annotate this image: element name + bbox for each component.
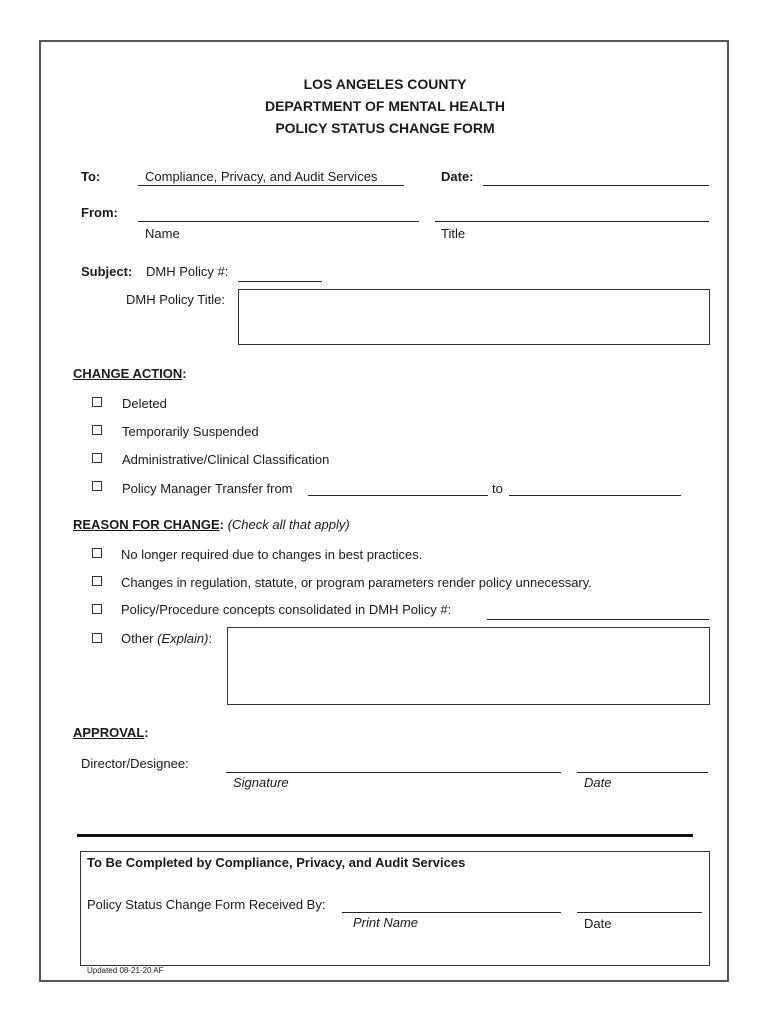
subject-label: Subject: — [81, 264, 133, 279]
date-field[interactable] — [483, 185, 709, 186]
reason-consolidated-checkbox[interactable] — [92, 604, 102, 614]
policy-number-label: DMH Policy #: — [146, 264, 229, 279]
change-action-heading: CHANGE ACTION: — [73, 366, 187, 381]
classification-checkbox[interactable] — [92, 453, 102, 463]
classification-label: Administrative/Clinical Classification — [122, 452, 330, 467]
compliance-heading: To Be Completed by Compliance, Privacy, and Audit Services — [87, 855, 466, 870]
header-county: LOS ANGELES COUNTY — [303, 76, 467, 92]
date-label: Date: — [441, 169, 474, 184]
reason-other-label: Other (Explain): — [121, 631, 213, 646]
approval-heading: APPROVAL: — [73, 725, 149, 740]
compliance-date-caption: Date — [584, 916, 612, 931]
policy-manager-transfer-label: Policy Manager Transfer from — [122, 481, 293, 496]
updated-note: Updated 08-21-20 AF — [87, 966, 164, 975]
title-caption: Title — [441, 226, 466, 241]
header-form-title: POLICY STATUS CHANGE FORM — [275, 120, 495, 136]
received-by-label: Policy Status Change Form Received By: — [87, 897, 326, 912]
temporarily-suspended-checkbox[interactable] — [92, 425, 102, 435]
director-date-field[interactable] — [577, 772, 708, 773]
reason-heading: REASON FOR CHANGE: (Check all that apply) — [73, 517, 350, 532]
print-name-caption: Print Name — [353, 915, 419, 930]
transfer-from-field[interactable] — [308, 495, 488, 496]
policy-title-field[interactable] — [238, 289, 710, 345]
section-separator — [77, 834, 693, 837]
received-by-name-field[interactable] — [342, 912, 561, 913]
from-name-field[interactable] — [138, 221, 419, 222]
to-value: Compliance, Privacy, and Audit Services — [145, 169, 378, 184]
director-signature-field[interactable] — [226, 772, 561, 773]
header-department: DEPARTMENT OF MENTAL HEALTH — [264, 98, 506, 114]
reason-other-checkbox[interactable] — [92, 633, 102, 643]
transfer-to-word: to — [492, 481, 503, 496]
form-border — [39, 40, 729, 982]
reason-regulation-checkbox[interactable] — [92, 576, 102, 586]
policy-number-field[interactable] — [238, 281, 322, 282]
name-caption: Name — [145, 226, 180, 241]
to-field-line[interactable] — [138, 185, 404, 186]
consolidated-policy-number-field[interactable] — [487, 619, 709, 620]
other-explain-field[interactable] — [227, 627, 710, 705]
signature-caption: Signature — [233, 775, 289, 790]
reason-consolidated-label: Policy/Procedure concepts consolidated in DMH Policy #: — [121, 602, 452, 617]
deleted-label: Deleted — [122, 396, 167, 411]
from-title-field[interactable] — [435, 221, 709, 222]
to-label: To: — [81, 169, 101, 184]
reason-best-practices-label: No longer required due to changes in best practices. — [121, 547, 423, 562]
reason-regulation-label: Changes in regulation, statute, or program parameters render policy unnecessary. — [121, 575, 592, 590]
approval-date-caption: Date — [584, 775, 612, 790]
deleted-checkbox[interactable] — [92, 397, 102, 407]
policy-manager-transfer-checkbox[interactable] — [92, 481, 102, 491]
received-date-field[interactable] — [577, 912, 702, 913]
from-label: From: — [81, 205, 118, 220]
temporarily-suspended-label: Temporarily Suspended — [122, 424, 259, 439]
director-label: Director/Designee: — [81, 756, 189, 771]
transfer-to-field[interactable] — [509, 495, 681, 496]
policy-title-label: DMH Policy Title: — [126, 292, 225, 307]
reason-best-practices-checkbox[interactable] — [92, 548, 102, 558]
